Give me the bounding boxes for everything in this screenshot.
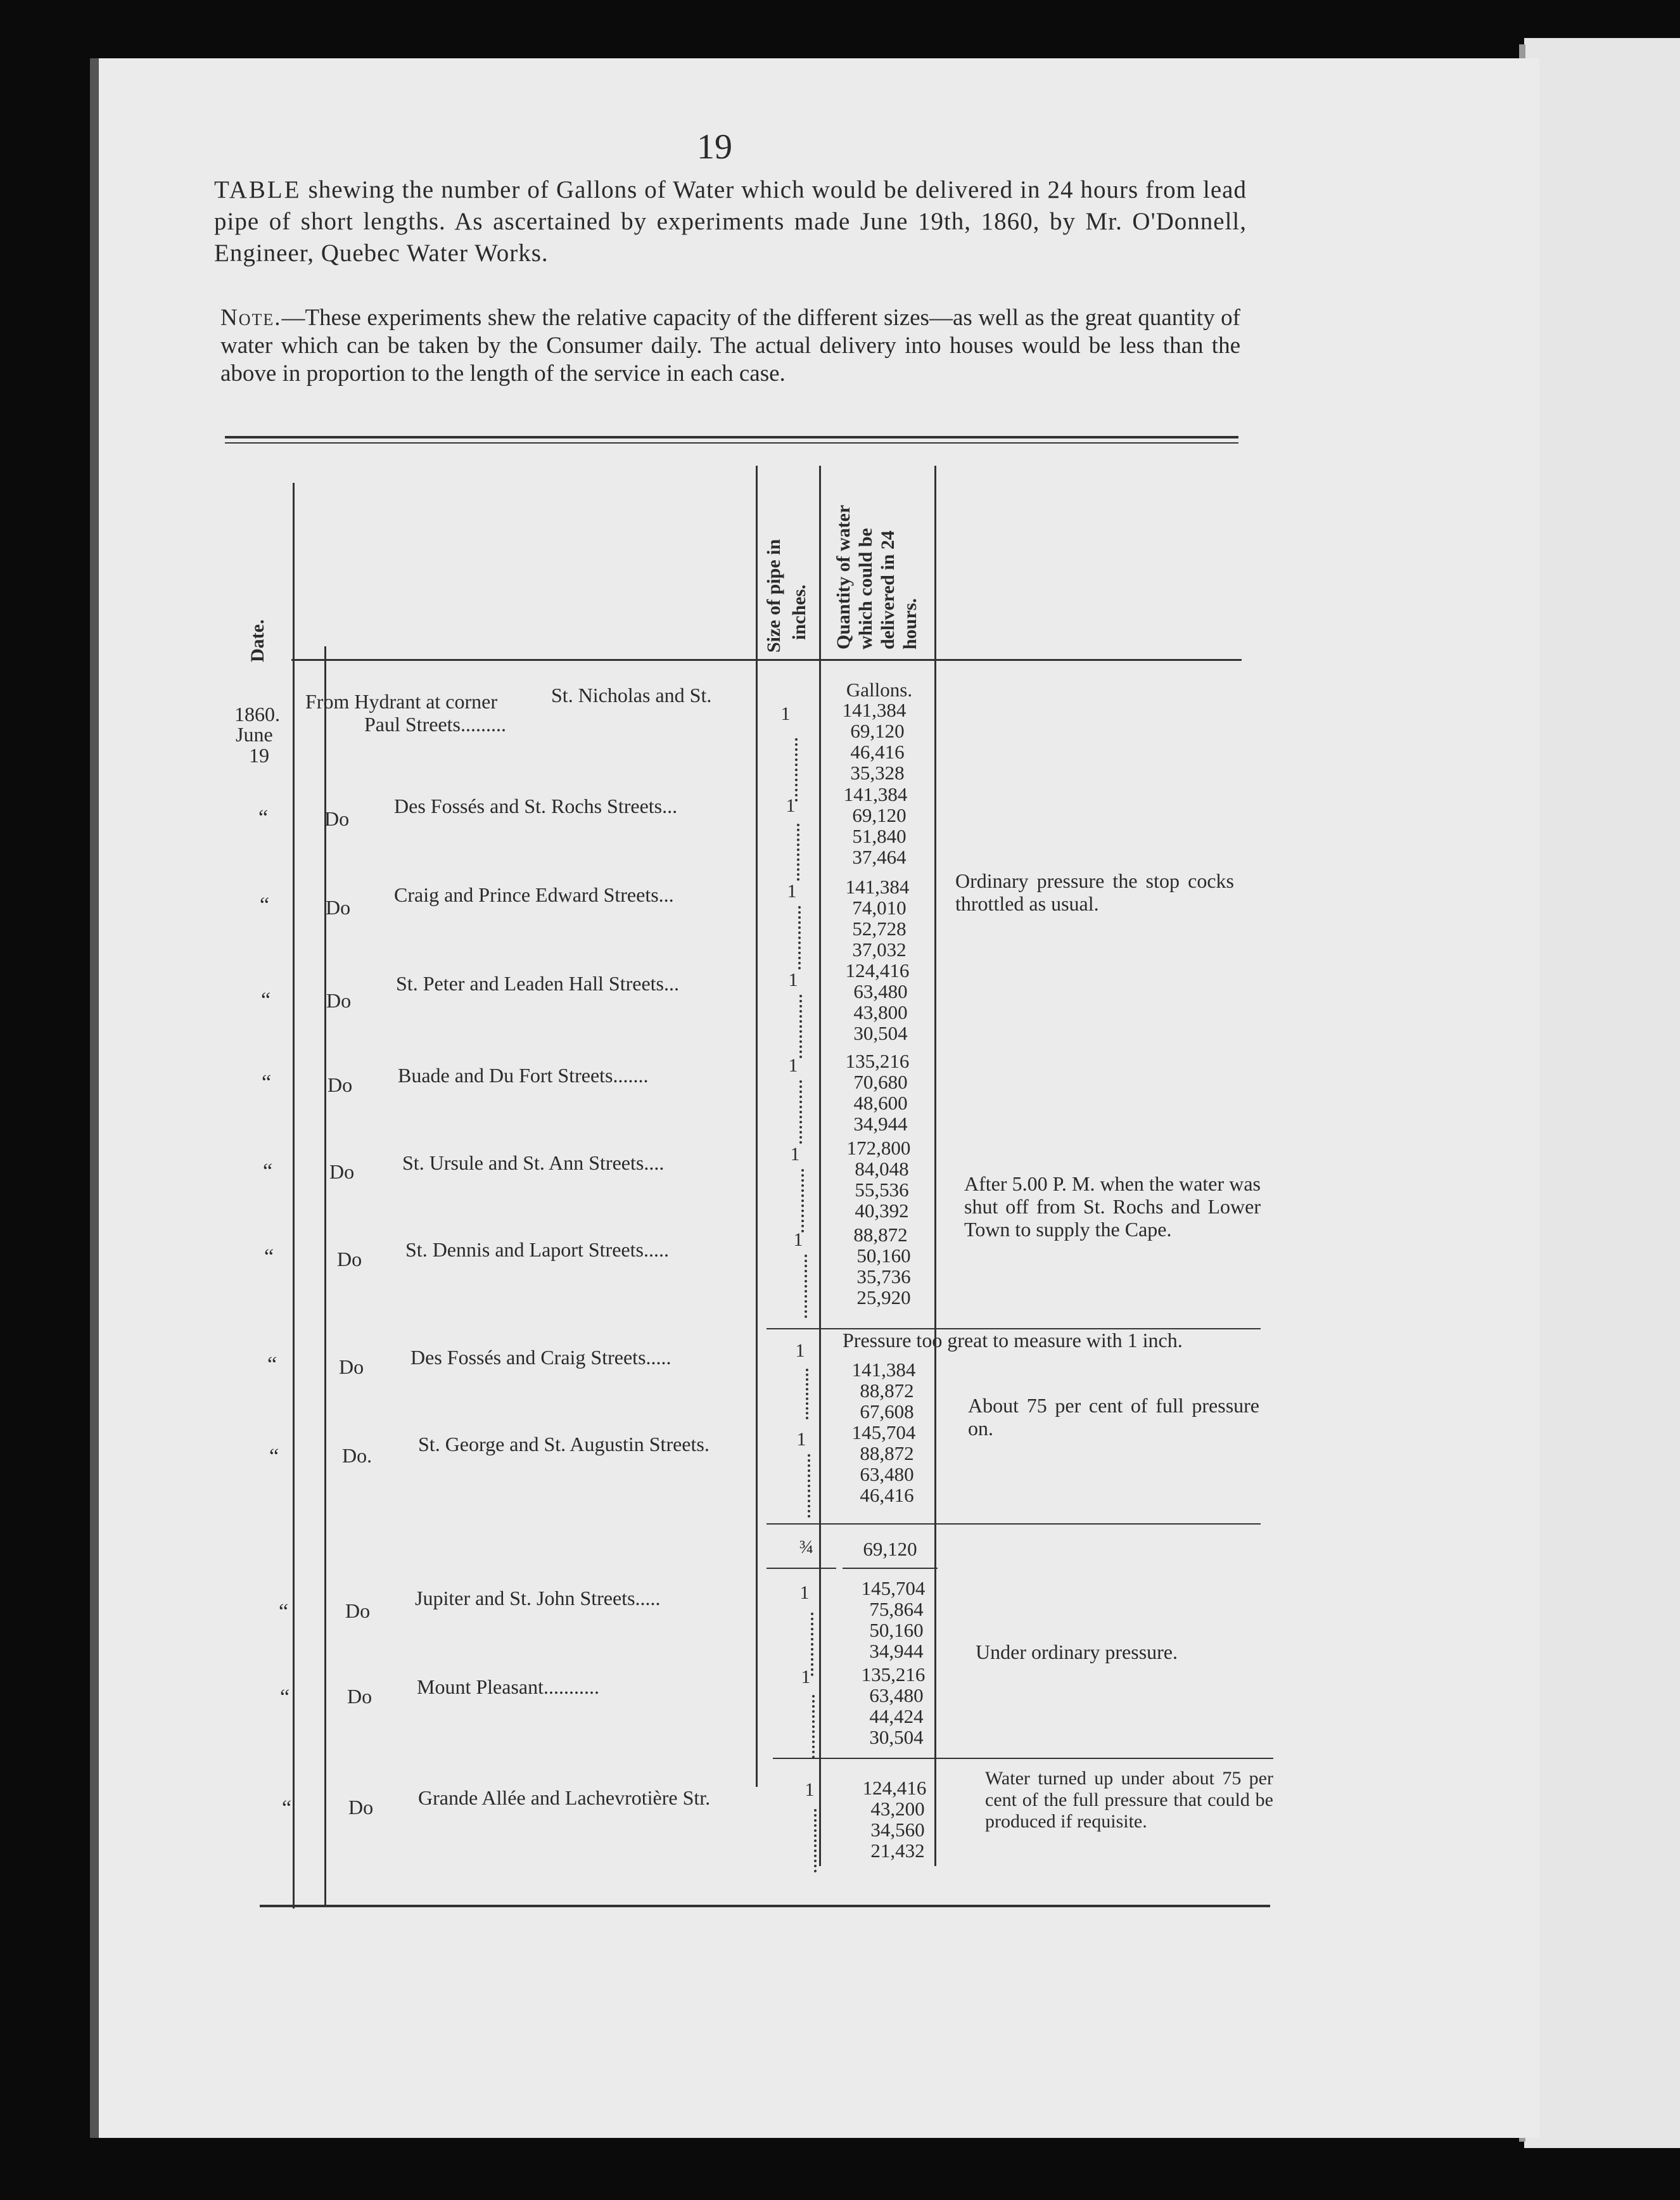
note-lead: Note. — [220, 305, 282, 331]
row-13-value-4: 21,432 — [870, 1839, 925, 1862]
row-6-do: Do — [329, 1160, 355, 1183]
title-text: shewing the number of Gallons of Water which would be delivered in 24 hours from lead pipe of short lengths. As ascertained by experiments made June 19th, 1860, by Mr. O'Donnell, Engineer, Quebec Water Works. — [214, 176, 1247, 267]
row-4-size: 1 — [788, 969, 798, 990]
row-2-do: Do — [324, 807, 350, 830]
row-1-value-2: 69,120 — [850, 720, 905, 742]
col-rule-date — [293, 483, 295, 1909]
row-10-value-1: 69,120 — [863, 1538, 917, 1560]
row-3-place: Craig and Prince Edward Streets... — [394, 883, 674, 906]
section-rule-4 — [843, 1568, 938, 1569]
row-12-value-4: 30,504 — [869, 1726, 924, 1748]
row-8-value-2: 88,872 — [860, 1379, 914, 1402]
row-8-size-fractions — [806, 1369, 813, 1419]
row-9-value-1: 145,704 — [851, 1421, 916, 1443]
section-rule-3 — [767, 1568, 836, 1569]
row-1-value-4: 35,328 — [850, 762, 905, 784]
note — [220, 304, 1240, 388]
remark-ordinary-pressure: Ordinary pressure the stop cocks throttled as usual. — [955, 869, 1234, 915]
row-2-size-fractions — [797, 824, 805, 881]
row-6-value-4: 40,392 — [855, 1199, 909, 1222]
row-7-ditto: “ — [264, 1245, 274, 1269]
row-1-value-3: 46,416 — [850, 741, 905, 763]
row-12-value-3: 44,424 — [869, 1705, 924, 1727]
row-8-value-3: 67,608 — [860, 1400, 914, 1423]
row-8-place: Des Fossés and Craig Streets..... — [410, 1346, 671, 1369]
row-6-ditto: “ — [263, 1160, 273, 1183]
row-9-value-4: 46,416 — [860, 1484, 914, 1506]
row-2-value-4: 37,464 — [852, 846, 907, 868]
row-7-value-4: 25,920 — [856, 1286, 911, 1308]
row-5-place: Buade and Du Fort Streets....... — [398, 1064, 649, 1087]
row-11-value-3: 50,160 — [869, 1619, 924, 1641]
title-lead: TABLE — [214, 176, 302, 203]
row-2-value-1: 141,384 — [843, 783, 908, 805]
row-6-value-1: 172,800 — [846, 1137, 911, 1159]
row-9-size-fractions — [808, 1454, 815, 1518]
row-13-size: 1 — [805, 1779, 815, 1800]
remark-after-5pm: After 5.00 P. M. when the water was shut off from St. Rochs and Lower Town to supply the Cape. — [964, 1172, 1261, 1241]
row-3-do: Do — [326, 896, 351, 919]
remark-pressure-too-great: Pressure too great to measure with 1 inch. — [843, 1329, 1183, 1352]
remark-water-turned-up: Water turned up under about 75 per cent of the full pressure that could be produced if requisite. — [985, 1768, 1273, 1832]
row-3-value-2: 74,010 — [852, 897, 907, 919]
row-3-ditto: “ — [260, 893, 270, 917]
row-5-size: 1 — [788, 1055, 798, 1076]
row-2-size: 1 — [786, 795, 796, 816]
row-9-ditto: “ — [269, 1445, 279, 1468]
date-day: 19 — [249, 744, 269, 767]
row-8-size: 1 — [795, 1340, 805, 1361]
row-13-value-2: 43,200 — [870, 1798, 925, 1820]
row-5-ditto: “ — [262, 1071, 272, 1094]
row-13-size-fractions — [814, 1809, 822, 1872]
row-11-value-4: 34,944 — [869, 1640, 924, 1662]
row-11-size: 1 — [799, 1582, 810, 1603]
col-rule-place — [756, 466, 758, 1787]
row-12-ditto: “ — [280, 1685, 290, 1709]
row-2-value-3: 51,840 — [852, 825, 907, 847]
section-rule-5 — [773, 1758, 1273, 1759]
table-title — [214, 174, 1247, 269]
table-bottom-rule — [260, 1905, 1270, 1907]
row-9-do: Do. — [342, 1444, 372, 1467]
row-12-do: Do — [347, 1685, 372, 1708]
row-1-value-1: 141,384 — [842, 699, 907, 721]
header-size-2: inches. — [789, 584, 810, 640]
row-4-size-fractions — [799, 995, 807, 1058]
row-4-do: Do — [326, 989, 352, 1012]
row-3-value-4: 37,032 — [852, 938, 907, 961]
row-5-value-2: 70,680 — [853, 1071, 908, 1093]
row-9-size: 1 — [796, 1429, 806, 1450]
row-8-value-1: 141,384 — [851, 1359, 916, 1381]
page-number: 19 — [697, 127, 732, 167]
col-rule-size — [819, 466, 821, 1866]
row-7-size-fractions — [805, 1255, 812, 1318]
gallons-label: Gallons. — [846, 679, 913, 701]
header-bottom-rule — [291, 659, 1242, 661]
table-top-rule-2 — [225, 442, 1238, 444]
row-2-value-2: 69,120 — [852, 804, 907, 826]
row-2-place: Des Fossés and St. Rochs Streets... — [394, 795, 678, 817]
row-7-do: Do — [337, 1248, 362, 1270]
row-10-size: ¾ — [799, 1537, 814, 1557]
row-6-size: 1 — [790, 1144, 800, 1165]
row-4-value-3: 43,800 — [853, 1001, 908, 1023]
row-7-value-3: 35,736 — [856, 1265, 911, 1288]
row-12-place: Mount Pleasant........... — [417, 1675, 599, 1698]
row-11-value-1: 145,704 — [861, 1577, 926, 1599]
row-13-do: Do — [348, 1796, 374, 1819]
row-1-size-fractions — [795, 738, 803, 802]
row-5-value-4: 34,944 — [853, 1113, 908, 1135]
row-1-place: St. Nicholas and St. — [551, 684, 712, 707]
row-3-size-fractions — [798, 906, 806, 969]
row-1-do: From Hydrant at corner — [305, 690, 498, 713]
row-4-value-2: 63,480 — [853, 980, 908, 1002]
row-11-do: Do — [345, 1599, 371, 1622]
section-rule-2 — [767, 1523, 1261, 1525]
row-7-value-1: 88,872 — [853, 1224, 908, 1246]
row-7-size: 1 — [793, 1229, 803, 1250]
row-5-do: Do — [328, 1073, 353, 1096]
row-6-value-3: 55,536 — [855, 1179, 909, 1201]
row-13-value-1: 124,416 — [862, 1777, 927, 1799]
row-8-ditto: “ — [267, 1353, 277, 1376]
facing-page — [1524, 38, 1680, 2148]
row-1-size: 1 — [780, 703, 791, 724]
row-11-place: Jupiter and St. John Streets..... — [415, 1587, 661, 1609]
header-qty-4: hours. — [900, 598, 920, 649]
remark-about-75: About 75 per cent of full pressure on. — [968, 1394, 1259, 1440]
row-9-value-3: 63,480 — [860, 1463, 914, 1485]
row-3-value-3: 52,728 — [852, 918, 907, 940]
row-3-size: 1 — [787, 881, 797, 902]
row-5-value-3: 48,600 — [853, 1092, 908, 1114]
row-6-place: St. Ursule and St. Ann Streets.... — [402, 1151, 665, 1174]
note-text: —These experiments shew the relative capacity of the different sizes—as well as the great quantity of water which can be taken by the Consumer daily. The actual delivery into houses would be less than the above in proportion to the length of the service in each case. — [220, 305, 1240, 387]
row-12-size: 1 — [801, 1666, 811, 1687]
row-5-value-1: 135,216 — [845, 1050, 910, 1072]
row-12-value-2: 63,480 — [869, 1684, 924, 1706]
header-date: Date. — [247, 619, 268, 662]
row-13-ditto: “ — [282, 1796, 292, 1820]
row-11-ditto: “ — [279, 1600, 289, 1623]
row-6-size-fractions — [801, 1169, 809, 1232]
row-12-size-fractions — [812, 1695, 820, 1758]
row-4-value-4: 30,504 — [853, 1022, 908, 1044]
row-1-place-2: Paul Streets......... — [364, 713, 506, 736]
header-qty-1: Quantity of water — [833, 504, 854, 649]
header-size-1: Size of pipe in — [763, 539, 784, 653]
header-qty-3: delivered in 24 — [877, 530, 898, 649]
row-9-value-2: 88,872 — [860, 1442, 914, 1464]
col-rule-date-2 — [324, 646, 326, 1907]
header-qty-2: which could be — [855, 528, 876, 649]
row-2-ditto: “ — [258, 806, 269, 829]
row-4-place: St. Peter and Leaden Hall Streets... — [396, 972, 679, 995]
row-7-place: St. Dennis and Laport Streets..... — [405, 1238, 669, 1261]
row-4-value-1: 124,416 — [845, 959, 910, 982]
row-7-value-2: 50,160 — [856, 1244, 911, 1267]
table-top-rule — [225, 436, 1238, 438]
date-year: 1860. — [234, 703, 280, 726]
row-11-value-2: 75,864 — [869, 1598, 924, 1620]
row-3-value-1: 141,384 — [845, 876, 910, 898]
row-13-value-3: 34,560 — [870, 1819, 925, 1841]
row-12-value-1: 135,216 — [861, 1663, 926, 1685]
row-8-do: Do — [339, 1355, 364, 1378]
row-4-ditto: “ — [261, 988, 271, 1012]
row-5-size-fractions — [799, 1080, 807, 1144]
date-month: June — [236, 723, 273, 746]
row-9-place: St. George and St. Augustin Streets. — [418, 1433, 710, 1455]
row-13-place: Grande Allée and Lachevrotière Str. — [418, 1786, 711, 1809]
remark-under-ordinary: Under ordinary pressure. — [976, 1640, 1178, 1663]
row-6-value-2: 84,048 — [855, 1158, 909, 1180]
